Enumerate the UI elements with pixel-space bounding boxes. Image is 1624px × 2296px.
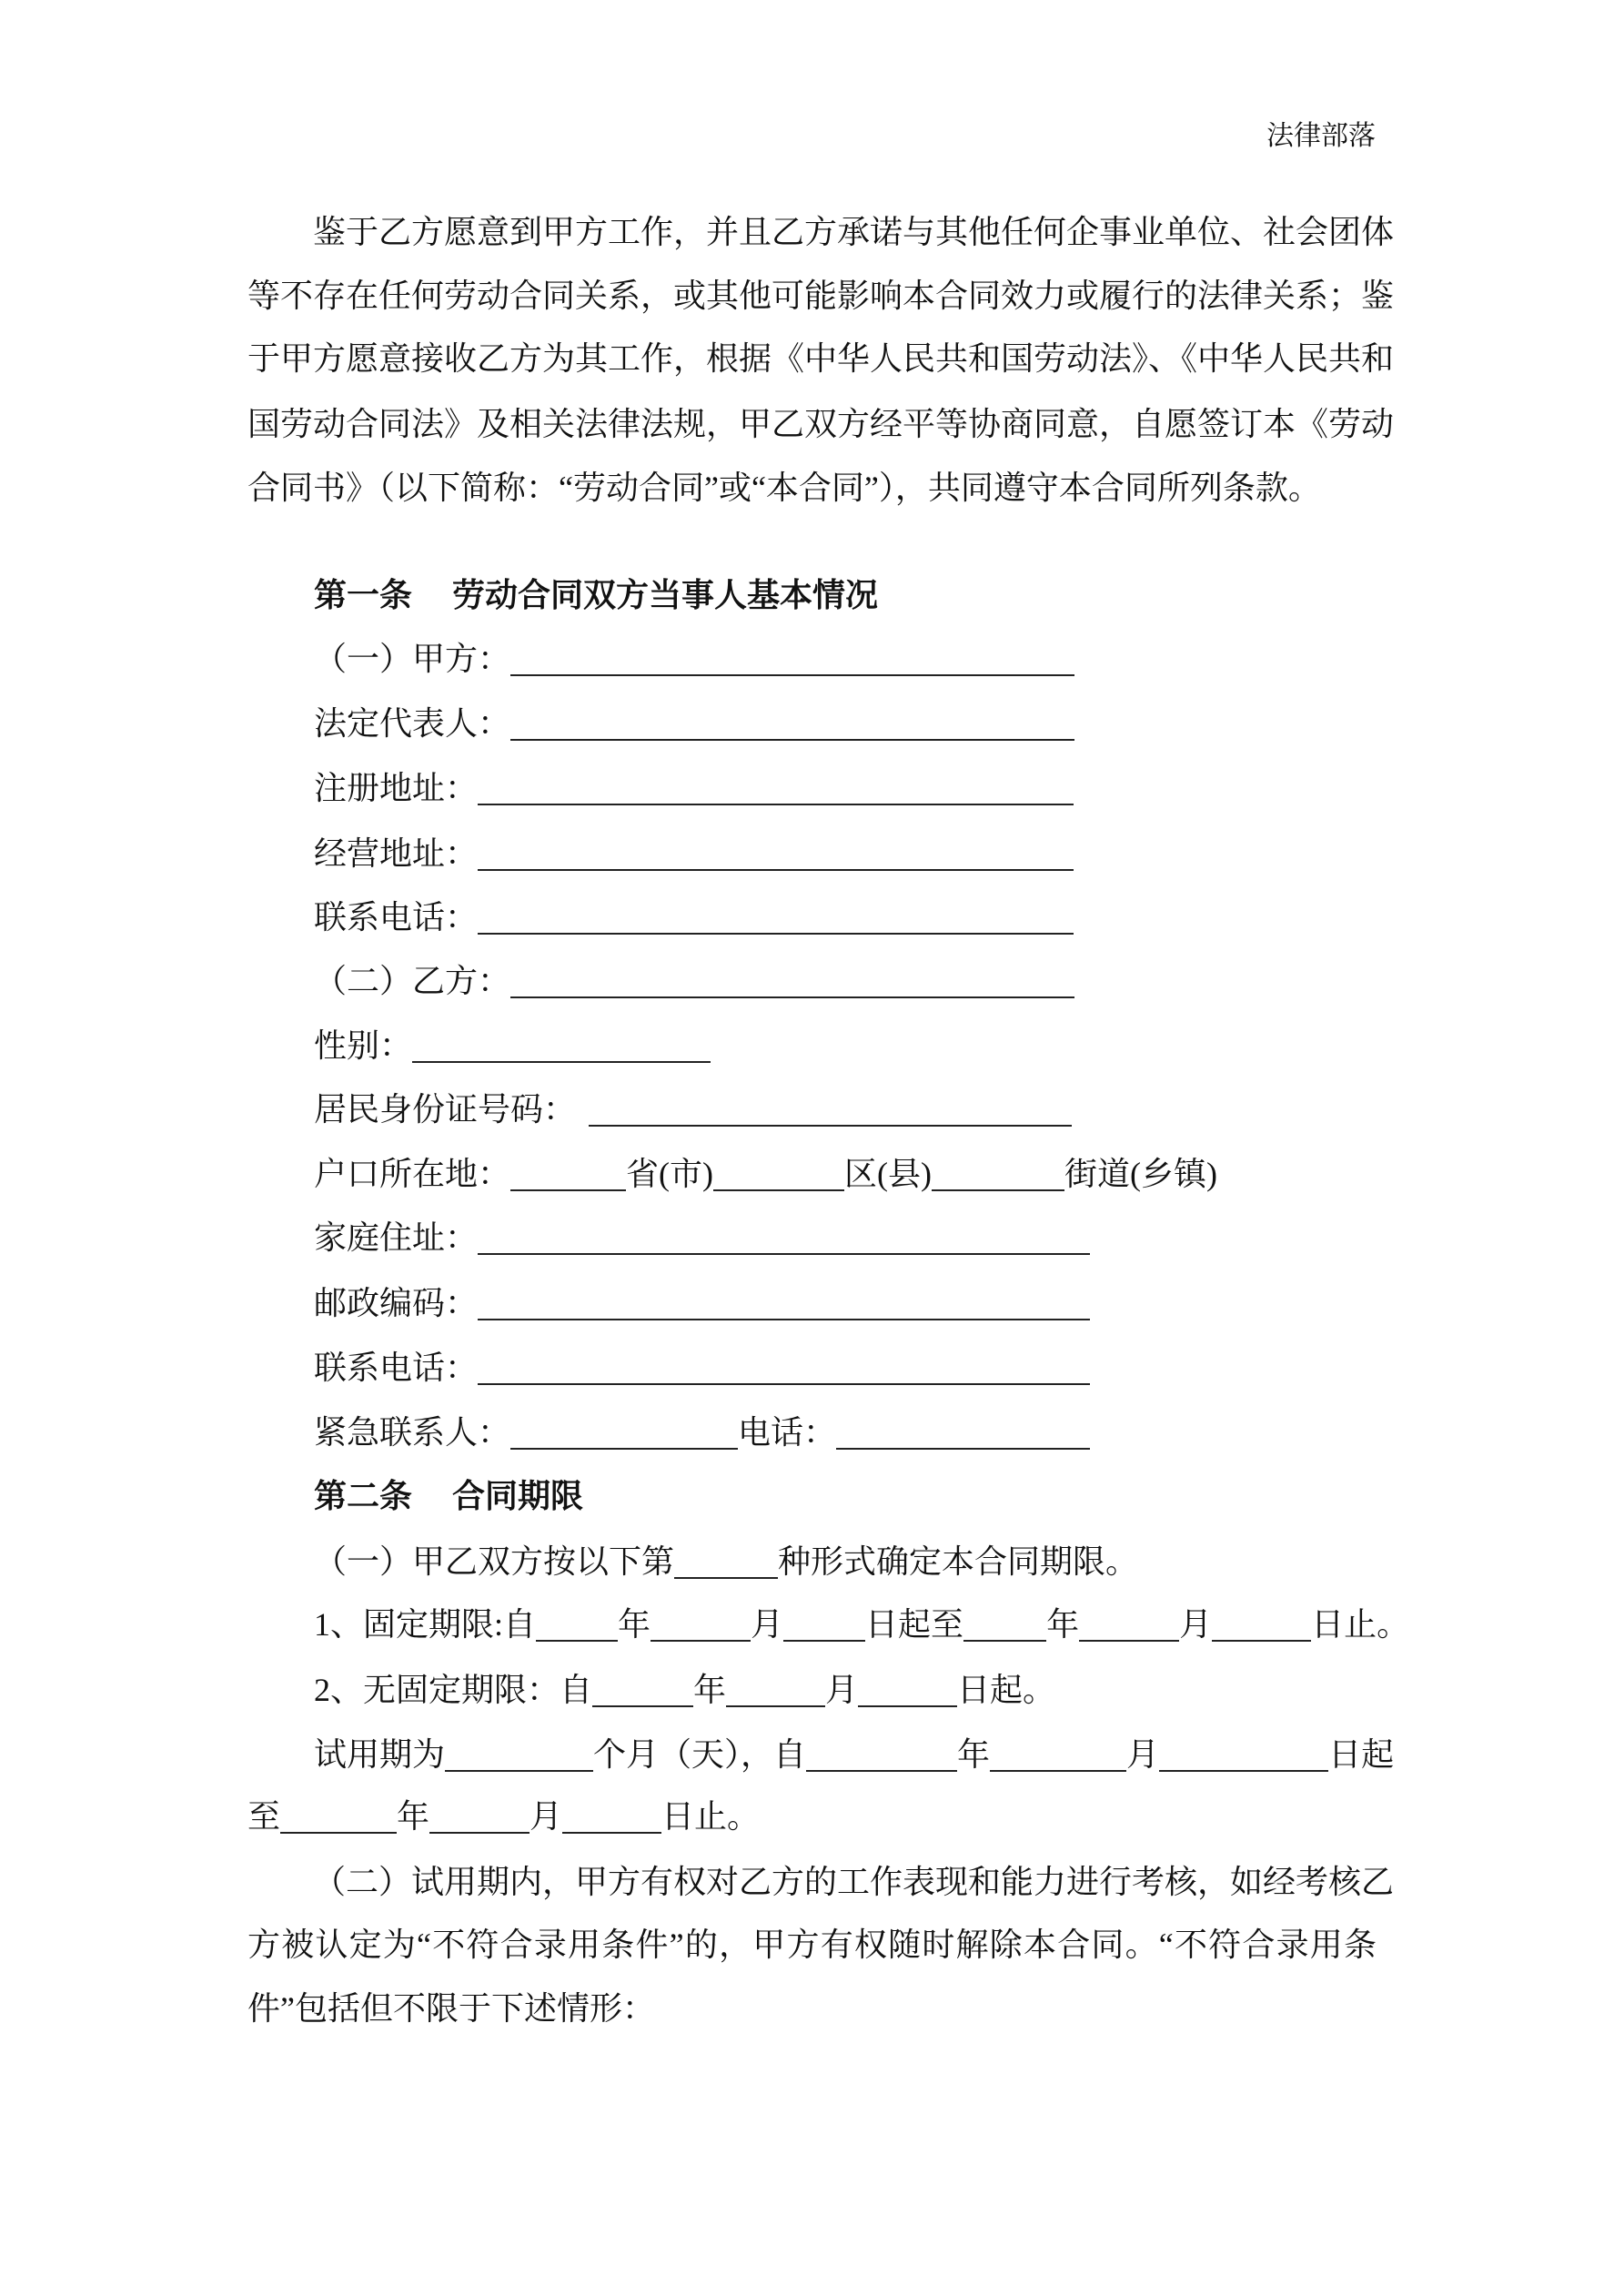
text: 至 xyxy=(247,1798,281,1835)
label: 居民身份证号码： xyxy=(314,1091,577,1128)
end-year-field[interactable] xyxy=(963,1640,1046,1642)
label: 户口所在地： xyxy=(314,1156,511,1192)
phone-a-row xyxy=(314,895,1074,940)
text: （一）甲乙双方按以下第 xyxy=(314,1543,675,1580)
text: 月 xyxy=(825,1672,859,1708)
home-address-field[interactable] xyxy=(478,1253,1090,1255)
street-label: 街道(乡镇) xyxy=(1064,1156,1217,1192)
text: 月 xyxy=(1179,1606,1213,1643)
probation-end-month-field[interactable] xyxy=(429,1832,530,1834)
open-month-field[interactable] xyxy=(726,1705,825,1707)
start-year-field[interactable] xyxy=(536,1640,618,1642)
clause-line: 件”包括但不限于下述情形： xyxy=(247,1990,655,2027)
open-day-field[interactable] xyxy=(858,1705,957,1707)
article-title: 劳动合同双方当事人基本情况 xyxy=(452,577,879,613)
preamble-line: 鉴于乙方愿意到甲方工作，并且乙方承诺与其他任何企事业单位、社会团体 xyxy=(313,214,1395,250)
text: 年 xyxy=(1046,1606,1080,1643)
text: 试用期为 xyxy=(314,1736,446,1773)
clause-line: 方被认定为“不符合录用条件”的，甲方有权随时解除本合同。“不符合录用条 xyxy=(247,1927,1377,1963)
text: 月 xyxy=(530,1798,563,1835)
label: 联系电话： xyxy=(314,899,479,936)
header-brand: 法律部落 xyxy=(1266,121,1376,151)
emergency-contact-field[interactable] xyxy=(510,1448,738,1450)
text: 年 xyxy=(957,1736,991,1773)
street-field[interactable] xyxy=(932,1189,1064,1191)
text: 日止。 xyxy=(1311,1606,1410,1643)
label: 家庭住址： xyxy=(314,1219,479,1256)
id-number-field[interactable] xyxy=(589,1125,1072,1127)
label: 电话： xyxy=(738,1414,837,1451)
postcode-row xyxy=(314,1280,1090,1326)
reg-address-field[interactable] xyxy=(478,804,1074,805)
text: 月 xyxy=(1126,1736,1160,1773)
party-a-row xyxy=(314,636,1074,682)
phone-b-row xyxy=(314,1345,1090,1391)
home-address-row xyxy=(314,1215,1090,1260)
end-day-field[interactable] xyxy=(1212,1640,1311,1642)
probation-day-field[interactable] xyxy=(1159,1770,1328,1772)
label: （二）乙方： xyxy=(314,963,511,999)
biz-address-field[interactable] xyxy=(478,869,1074,871)
probation-end-row xyxy=(247,1794,1377,1839)
open-term-row xyxy=(314,1667,1055,1713)
fixed-term-row xyxy=(314,1602,1409,1647)
postcode-field[interactable] xyxy=(478,1319,1090,1320)
text: 种形式确定本合同期限。 xyxy=(778,1543,1139,1580)
probation-length-field[interactable] xyxy=(445,1770,593,1772)
legal-rep-row xyxy=(314,701,1074,746)
article-number: 第二条 xyxy=(314,1478,413,1514)
text: 日止。 xyxy=(661,1798,761,1835)
text: 日起 xyxy=(1328,1736,1395,1773)
label: 紧急联系人： xyxy=(314,1414,511,1451)
term-form-row xyxy=(314,1539,1138,1584)
text: 日起至 xyxy=(865,1606,964,1643)
preamble-line: 国劳动合同法》及相关法律法规，甲乙双方经平等协商同意，自愿签订本《劳动 xyxy=(247,406,1395,442)
label: 注册地址： xyxy=(314,770,479,806)
preamble-line: 合同书》（以下简称：“劳动合同”或“本合同”），共同遵守本合同所列条款。 xyxy=(247,470,1321,506)
probation-year-field[interactable] xyxy=(806,1770,957,1772)
party-a-field[interactable] xyxy=(510,674,1074,676)
gender-field[interactable] xyxy=(412,1061,711,1063)
biz-address-row xyxy=(314,831,1074,876)
preamble-line: 等不存在任何劳动合同关系，或其他可能影响本合同效力或履行的法律关系；鉴 xyxy=(247,278,1395,314)
end-month-field[interactable] xyxy=(1079,1640,1179,1642)
open-year-field[interactable] xyxy=(592,1705,693,1707)
legal-rep-field[interactable] xyxy=(510,739,1074,741)
start-month-field[interactable] xyxy=(651,1640,751,1642)
label: 邮政编码： xyxy=(314,1285,479,1321)
reg-address-row xyxy=(314,765,1074,811)
probation-end-year-field[interactable] xyxy=(280,1832,397,1834)
probation-row xyxy=(314,1732,1394,1777)
province-field[interactable] xyxy=(510,1189,626,1191)
text: 月 xyxy=(751,1606,784,1643)
term-form-field[interactable] xyxy=(674,1577,778,1579)
label: 性别： xyxy=(314,1027,413,1064)
label: 法定代表人： xyxy=(314,705,511,742)
label: （一）甲方： xyxy=(314,641,511,677)
probation-end-day-field[interactable] xyxy=(562,1832,661,1834)
start-day-field[interactable] xyxy=(783,1640,865,1642)
article-number: 第一条 xyxy=(314,577,413,613)
party-b-row xyxy=(314,958,1074,1004)
text: 年 xyxy=(618,1606,651,1643)
article-title: 合同期限 xyxy=(452,1478,584,1514)
text: 年 xyxy=(397,1798,430,1835)
phone-a-field[interactable] xyxy=(478,933,1074,935)
party-b-field[interactable] xyxy=(510,996,1074,998)
province-label: 省(市) xyxy=(626,1156,713,1192)
text: 日起。 xyxy=(957,1672,1056,1708)
text: 2、无固定期限：自 xyxy=(314,1672,593,1708)
article2-heading xyxy=(314,1473,583,1519)
label: 联系电话： xyxy=(314,1350,479,1386)
district-field[interactable] xyxy=(713,1189,844,1191)
probation-month-field[interactable] xyxy=(990,1770,1126,1772)
article1-heading xyxy=(314,572,878,618)
district-label: 区(县) xyxy=(844,1156,932,1192)
label: 经营地址： xyxy=(314,835,479,872)
gender-row xyxy=(314,1023,711,1068)
emergency-row xyxy=(314,1410,1090,1455)
phone-b-field[interactable] xyxy=(478,1383,1090,1385)
id-number-row xyxy=(314,1087,1072,1132)
text: 个月（天），自 xyxy=(593,1736,807,1773)
text: 年 xyxy=(693,1672,727,1708)
hukou-row xyxy=(314,1151,1217,1197)
emergency-phone-field[interactable] xyxy=(836,1448,1090,1450)
text: 1、固定期限:自 xyxy=(314,1606,537,1643)
preamble-line: 于甲方愿意接收乙方为其工作，根据《中华人民共和国劳动法》、《中华人民共和 xyxy=(247,340,1395,377)
clause-line: （二）试用期内，甲方有权对乙方的工作表现和能力进行考核，如经考核乙 xyxy=(313,1864,1395,1900)
